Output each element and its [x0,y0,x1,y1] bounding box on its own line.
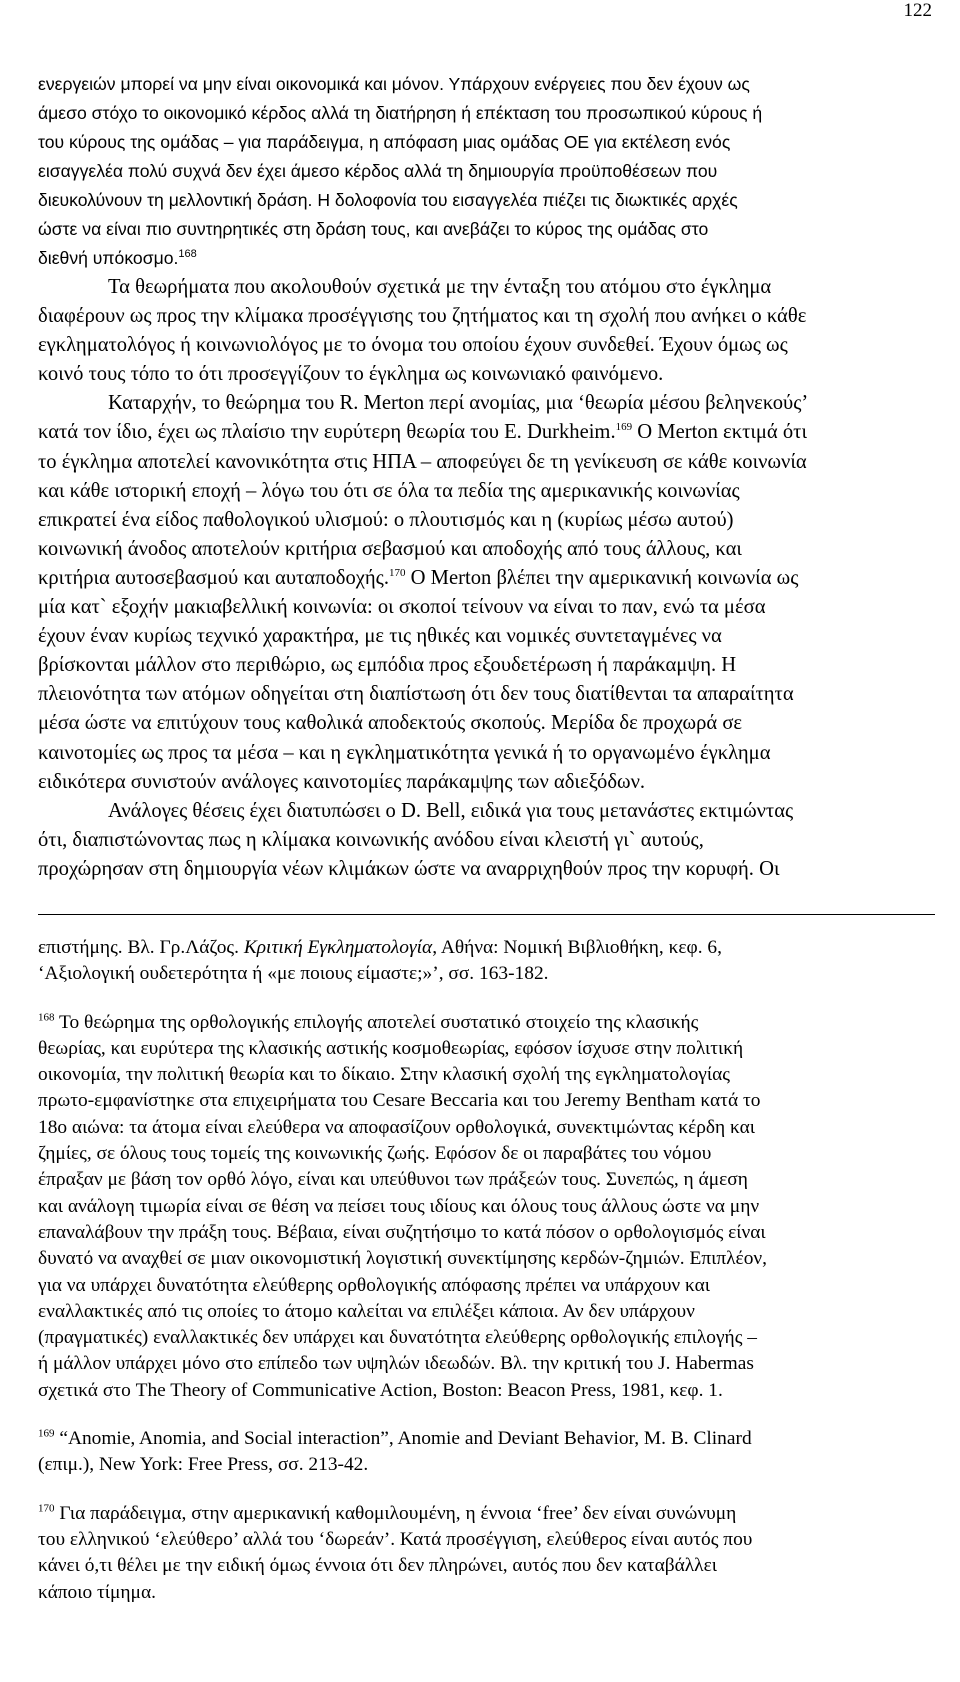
text-line [38,564,935,593]
text-line: εισαγγελέα πολύ συχνά δεν έχει άμεσο κέρδος αλλά τη δημιουργία προϋποθέσεων που [38,161,718,181]
footnote-separator [38,914,935,915]
text-line: πλειονότητα των ατόμων οδηγείται στη διαπίστωση ότι δεν τους διατίθενται τα απαραίτητα [38,683,794,706]
text-line: δυνατό να αναχθεί σε μιαν οικονομιστική λογιστική συνεκτίμησης κερδών-ζημιών. Επιπλέον, [38,1248,768,1270]
text-line: κοινωνική άνοδος αποτελούν κριτήρια σεβασμού και αποδοχής από τους άλλους, και [38,537,742,560]
text-line: βρίσκονται μάλλον στο περιθώριο, ως εμπόδια προς εξουδετέρωση ή παράκαμψη. Η [38,654,737,677]
text-line: και ανάλογη τιμωρία είναι σε θέση να πείσει τους ιδίους και όλους τους άλλους ώστε να μην [38,1195,760,1217]
paragraph-4 [38,797,935,884]
paragraph-2 [38,273,935,389]
text-line: 18ο αιώνα: τα άτομα είναι ελεύθερα να αποφασίζουν ορθολογικά, συνεκτιμώντας κέρδη και [38,1116,756,1138]
text-line: το έγκλημα αποτελεί κανονικότητα στις ΗΠΑ – αποφεύγει δε τη γενίκευση σε κάθε κοινωνία [38,450,807,473]
text-line: προχώρησαν στη δημιουργία νέων κλιμάκων ώστε να αναρριχηθούν προς την κορυφή. Οι [38,857,780,880]
text-line: άμεσο στόχο το οικονομικό κέρδος αλλά τη διατήρηση ή επέκταση του προσωπικού κύρους ή [38,103,763,123]
text-fragment: Το θεώρημα της ορθολογικής επιλογής αποτελεί συστατικό στοιχείο της κλασικής [54,1011,699,1033]
footnote-continuation [38,935,935,988]
text-line: ζημίες, σε όλους τους τομείς της κοινωνικής ζωής. Εφόσον δε οι παραβάτες του νόμου [38,1143,712,1165]
text-line: διευκολύνουν τη μελλοντική δράση. Η δολοφονία του εισαγγελέα πιέζει τις διωκτικές αρχές [38,190,738,210]
paragraph-3 [38,389,935,796]
footnote-number: 169 [38,1427,55,1440]
text-line [38,244,935,273]
text-line: κάνει ό,τι θέλει με την ειδική όμως έννοια ότι δεν πληρώνει, αυτός που δεν καταβάλλει [38,1555,717,1577]
text-line: έπραξαν με βάση τον ορθό λόγο, είναι και υπεύθυνοι των πράξεών τους. Συνεπώς, η άμεση [38,1169,748,1191]
text-line: μία κατ` εξοχήν μακιαβελλική κοινωνία: οι σκοποί τείνουν να είναι το παν, ενώ τα μέσα [38,596,766,619]
text-line: (επιμ.), New York: Free Press, σσ. 213-42. [38,1454,369,1476]
text-line: διαφέρουν ως προς την κλίμακα προσέγγισης του ζητήματος και τη σχολή που ανήκει ο κάθε [38,305,807,328]
text-line: οικονομία, την πολιτική θεωρία και το δίκαιο. Στην κλασική σχολή της εγκληματολογίας [38,1064,730,1086]
text-line: Καταρχήν, το θεώρημα του R. Merton περί ανομίας, μια ‘θεωρία μέσου βεληνεκούς’ [108,392,809,415]
text-fragment: κριτήρια αυτοσεβασμού και αυταποδοχής. [38,566,389,589]
text-line: ότι, διαπιστώνοντας πως η κλίμακα κοινωνικής ανόδου είναι κλειστή γι` αυτούς, [38,828,704,851]
text-line: Ανάλογες θέσεις έχει διατυπώσει ο D. Bell, ειδικά για τους μετανάστες εκτιμώντας [108,799,794,822]
text-line: του κύρους της ομάδας – για παράδειγμα, η απόφαση μιας ομάδας ΟΕ για εκτέλεση ενός [38,132,731,152]
footnote-170 [38,1501,935,1606]
footnote-ref-170[interactable]: 170 [389,567,406,580]
text-line: ώστε να είναι πιο συντηρητικές στη δράση τους, και ανεβάζει το κύρος της ομάδας στο [38,219,709,239]
text-line [38,935,935,961]
text-line: κοινό τους τόπο το ότι προσεγγίζουν το έγκλημα ως κοινωνιακό φαινόμενο. [38,363,664,386]
footnotes [38,935,935,1606]
footnote-ref-168[interactable]: 168 [178,248,197,261]
text-line: πρωτο-εμφανίστηκε στα επιχειρήματα του Cesare Beccaria και του Jeremy Bentham κατά το [38,1090,761,1112]
text-fragment: Ο Merton εκτιμά ότι [632,421,807,444]
text-fragment: “Anomie, Anomia, and Social interaction”, Anomie and Deviant Behavior, M. B. Clinard [54,1428,752,1450]
text-line: και κάθε ιστορική εποχή – λόγω του ότι σε όλα τα πεδία της αμερικανικής κοινωνίας [38,479,740,502]
text-line: του ελληνικού ‘ελεύθερο’ αλλά του ‘δωρεάν’. Κατά προσέγγιση, ελεύθερος είναι αυτός που [38,1528,753,1550]
text-line: κάποιο τίμημα. [38,1581,156,1603]
text-line: σχετικά στο The Theory of Communicative Action, Boston: Beacon Press, 1981, κεφ. 1. [38,1379,723,1401]
text-fragment: κατά τον ίδιο, έχει ως πλαίσιο την ευρύτερη θεωρία του E. Durkheim. [38,421,616,444]
footnote-number: 168 [38,1011,55,1024]
footnote-number: 170 [38,1502,55,1515]
text-line: έχουν έναν κυρίως τεχνικό χαρακτήρα, με τις ηθικές και νομικές συντεταγμένες να [38,625,722,648]
text-line [38,418,935,447]
text-fragment: διεθνή υπόκοσμο. [38,248,179,268]
text-line [38,1426,935,1452]
text-fragment: Για παράδειγμα, στην αμερικανική καθομιλουμένη, η έννοια ‘free’ δεν είναι συνώνυμη [54,1502,737,1524]
text-fragment: επιστήμης. Βλ. Γρ.Λάζος. [38,937,244,958]
text-line: εναλλακτικές από τις οποίες το άτομο καλείται να επιλέξει κάποια. Αν δεν υπάρχουν [38,1300,695,1322]
footnote-ref-169[interactable]: 169 [615,421,633,434]
text-line: ενεργειών μπορεί να μην είναι οικονομικά και μόνον. Υπάρχουν ενέργειες που δεν έχουν ως [38,74,750,94]
text-line: επαναλάβουν την πράξη τους. Βέβαια, είναι συζητήσιμο το κατά πόσον ο ορθολογισμός είναι [38,1221,766,1243]
footnote-169 [38,1426,935,1479]
text-fragment: , Αθήνα: Νομική Βιβλιοθήκη, κεφ. 6, [432,937,722,958]
book-title: Κριτική Εγκληματολογία [243,937,433,958]
main-text [38,70,935,884]
text-line [38,1010,935,1036]
text-line: καινοτομίες ως προς τα μέσα – και η εγκληματικότητα γενικά ή το οργανωμένο έγκλημα [38,741,771,764]
text-line: εγκληματολόγος ή κοινωνιολόγος με το όνομα του οποίου έχουν συνδεθεί. Έχουν όμως ως [38,334,788,357]
text-line: ειδικότερα συνιστούν ανάλογες καινοτομίες παράκαμψης των αδιεξόδων. [38,770,646,793]
text-line: (πραγματικές) εναλλακτικές δεν υπάρχει και δυνατότητα ελεύθερης ορθολογικής επιλογής – [38,1327,757,1349]
text-line: ή μάλλον υπάρχει μόνο στο επίπεδο των υψηλών ιδεωδών. Βλ. την κριτική του J. Habermas [38,1353,754,1375]
text-line: επικρατεί ένα είδος παθολογικού υλισμού: ο πλουτισμός και η (κυρίως μέσω αυτού) [38,508,734,531]
paragraph-1 [38,70,935,273]
text-line: για να υπάρχει δυνατότητα ελεύθερης ορθολογικής απόφασης πρέπει να υπάρχουν και [38,1274,711,1296]
page-number: 122 [903,0,932,21]
text-fragment: Ο Merton βλέπει την αμερικανική κοινωνία ως [405,566,799,589]
text-line: Τα θεωρήματα που ακολουθούν σχετικά με την ένταξη του ατόμου στο έγκλημα [108,276,772,298]
text-line [38,1501,935,1527]
footnote-168 [38,1010,935,1404]
text-line: μέσα ώστε να επιτύχουν τους καθολικά αποδεκτούς σκοπούς. Μερίδα δε προχωρά σε [38,712,743,735]
text-line: ‘Αξιολογική ουδετερότητα ή «με ποιους είμαστε;»’, σσ. 163-182. [38,963,549,985]
text-line: θεωρίας, και ευρύτερα της κλασικής αστικής κοσμοθεωρίας, εφόσον ίσχυσε στην πολιτική [38,1037,744,1059]
